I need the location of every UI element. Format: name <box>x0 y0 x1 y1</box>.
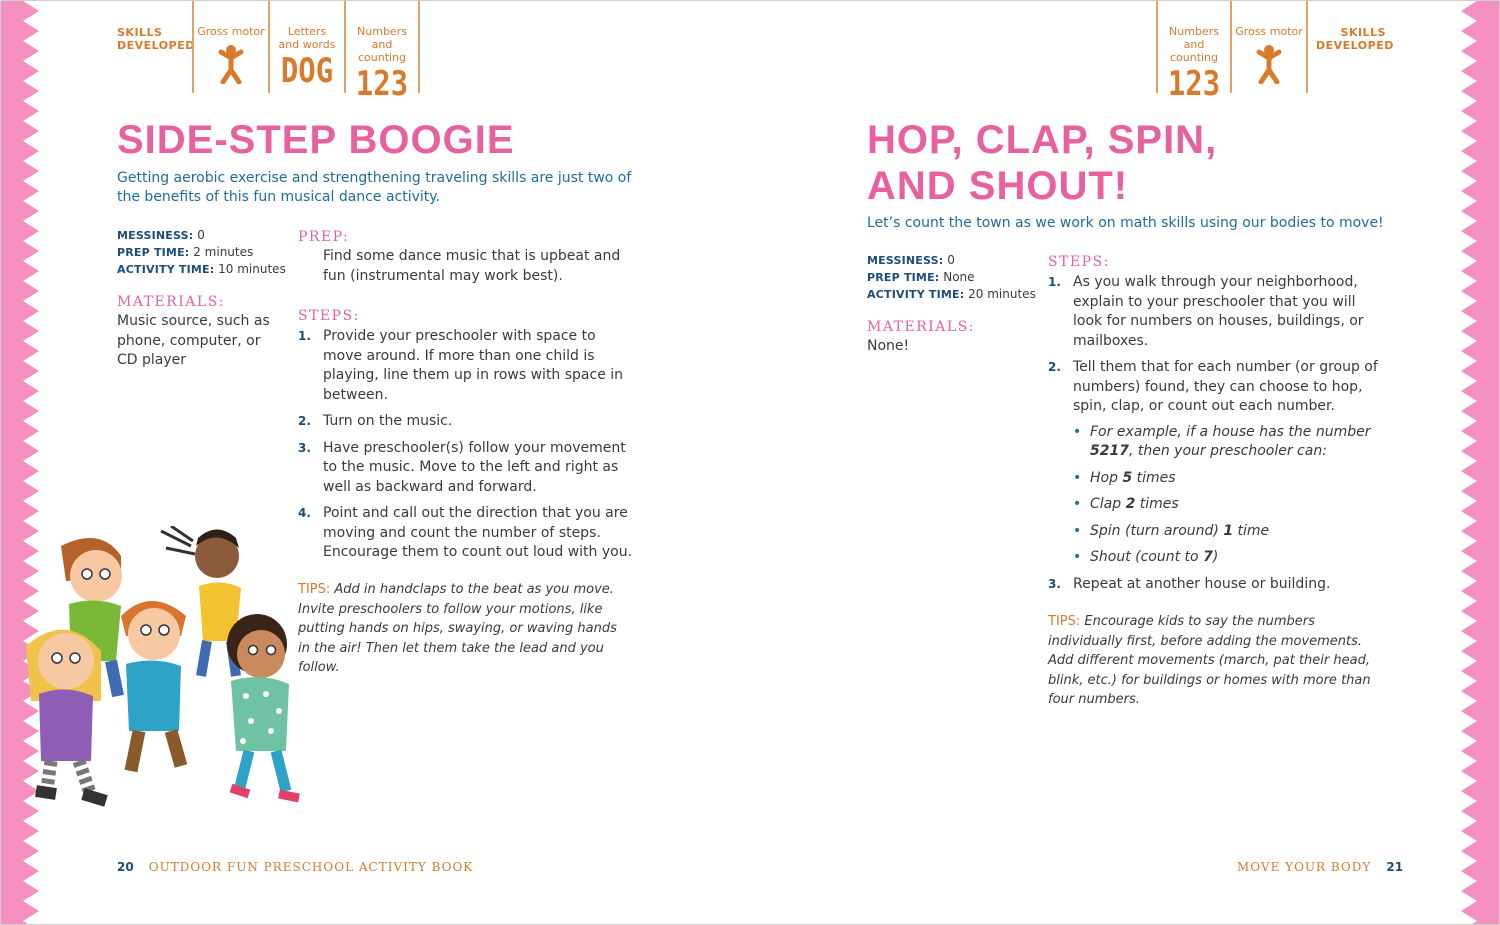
steps-heading: STEPS: <box>298 308 360 324</box>
gross-motor-person-icon <box>216 44 246 84</box>
example-list <box>1073 423 1383 568</box>
skill-label: Gross motor <box>1235 25 1303 38</box>
example-item: • Hop 5 times <box>1073 469 1176 486</box>
skill-numbers-counting <box>1156 1 1232 104</box>
skills-developed-label: SKILLS DEVELOPED <box>117 26 195 52</box>
materials-text: None! <box>867 338 910 354</box>
materials-heading: MATERIALS: <box>867 319 976 335</box>
left-footer <box>117 856 473 875</box>
skills-developed-label: SKILLS DEVELOPED <box>1316 26 1394 52</box>
skill-label: Numbers and counting <box>357 25 407 64</box>
right-page-edge <box>1459 1 1499 925</box>
step-item: 1. As you walk through your neighborhood, explain to your preschooler that you will look for numbers on houses, buildings, or mailboxes. <box>1048 274 1364 349</box>
skill-gross-motor <box>1232 1 1308 93</box>
step-item: 4. Point and call out the direction that you are moving and count the number of steps. Encourage them to count out loud with you. <box>298 505 633 560</box>
skill-letters-words <box>268 1 344 93</box>
steps-list <box>298 327 633 570</box>
step-item: 1. Provide your preschooler with space to move around. If more than one child is playing, line them up in rows with space in between. <box>298 328 624 403</box>
activity-meta: MESSINESS: 0 PREP TIME: None ACTIVITY TIME: 20 minutes <box>867 253 1036 301</box>
materials-text: Music source, such as phone, computer, or CD player <box>117 313 270 368</box>
skill-label: Numbers and counting <box>1169 25 1219 64</box>
step-item: 2. Turn on the music. <box>298 413 453 429</box>
tips-box: TIPS: Add in handclaps to the beat as you move. Invite preschoolers to follow your motions, like putting hands on hips, swaying, or waving hands in the air! Then let them take the lead and you follow. <box>298 582 617 675</box>
book-title-footer: OUTDOOR FUN PRESCHOOL ACTIVITY BOOK <box>148 860 474 874</box>
steps-heading: STEPS: <box>1048 254 1110 270</box>
materials-heading: MATERIALS: <box>117 294 226 310</box>
step-item: 3. Have preschooler(s) follow your movement to the music. Move to the left and right as well as backward and forward. <box>298 439 626 495</box>
activity-title: SIDE-STEP BOOGIE <box>117 118 515 162</box>
skill-numbers-counting <box>344 1 420 104</box>
skill-label: Letters and words <box>278 25 336 51</box>
gross-motor-person-icon <box>1254 44 1284 84</box>
prep-heading: PREP: <box>298 229 350 245</box>
kid-purple-shirt <box>26 630 106 801</box>
page-number: 21 <box>1386 860 1404 874</box>
kid-blue-shirt <box>121 601 186 771</box>
kid-polka-dot-shirt <box>227 614 299 798</box>
skill-gross-motor <box>192 1 268 93</box>
activity-title: HOP, CLAP, SPIN, AND SHOUT! <box>867 118 1218 208</box>
activity-intro: Let’s count the town as we work on math skills using our bodies to move! <box>867 215 1384 231</box>
dog-word-glyph: DOG <box>280 51 334 91</box>
activity-meta: MESSINESS: 0 PREP TIME: 2 minutes ACTIVITY TIME: 10 minutes <box>117 228 286 276</box>
example-item: • Shout (count to 7) <box>1073 549 1219 565</box>
steps-list <box>1048 273 1383 601</box>
activity-intro: Getting aerobic exercise and strengthening traveling skills are just two of the benefits of this fun musical dance activity. <box>117 170 632 205</box>
skill-label: Gross motor <box>197 25 265 38</box>
step-item: 2. Tell them that for each number (or group of numbers) found, they can choose to hop, spin, clap, or count out each number. • For example, if a house has the number 5217, then your preschooler can: • Hop 5 times • Clap 2 times • Spin (turn around) 1 time • Shout (count to 7) <box>1048 358 1383 568</box>
step-item: 3. Repeat at another house or building. <box>1048 575 1331 592</box>
page-number: 20 <box>117 860 134 874</box>
dancing-kids-illustration <box>21 526 311 816</box>
tips-box: TIPS: Encourage kids to say the numbers individually first, before adding the movements. Add different movements (march, pat their head, blink, etc.) for buildings or homes with more than four numbers. <box>1048 614 1371 707</box>
right-footer <box>1237 856 1403 875</box>
example-item: • Spin (turn around) 1 time <box>1073 522 1270 539</box>
section-title-footer: MOVE YOUR BODY <box>1237 860 1372 874</box>
example-item: • Clap 2 times <box>1073 496 1179 512</box>
numbers-123-glyph: 123 <box>355 64 409 104</box>
numbers-123-glyph: 123 <box>1167 64 1221 104</box>
example-item: • For example, if a house has the number 5217, then your preschooler can: <box>1073 423 1371 459</box>
prep-text: Find some dance music that is upbeat and fun (instrumental may work best). <box>323 248 621 284</box>
